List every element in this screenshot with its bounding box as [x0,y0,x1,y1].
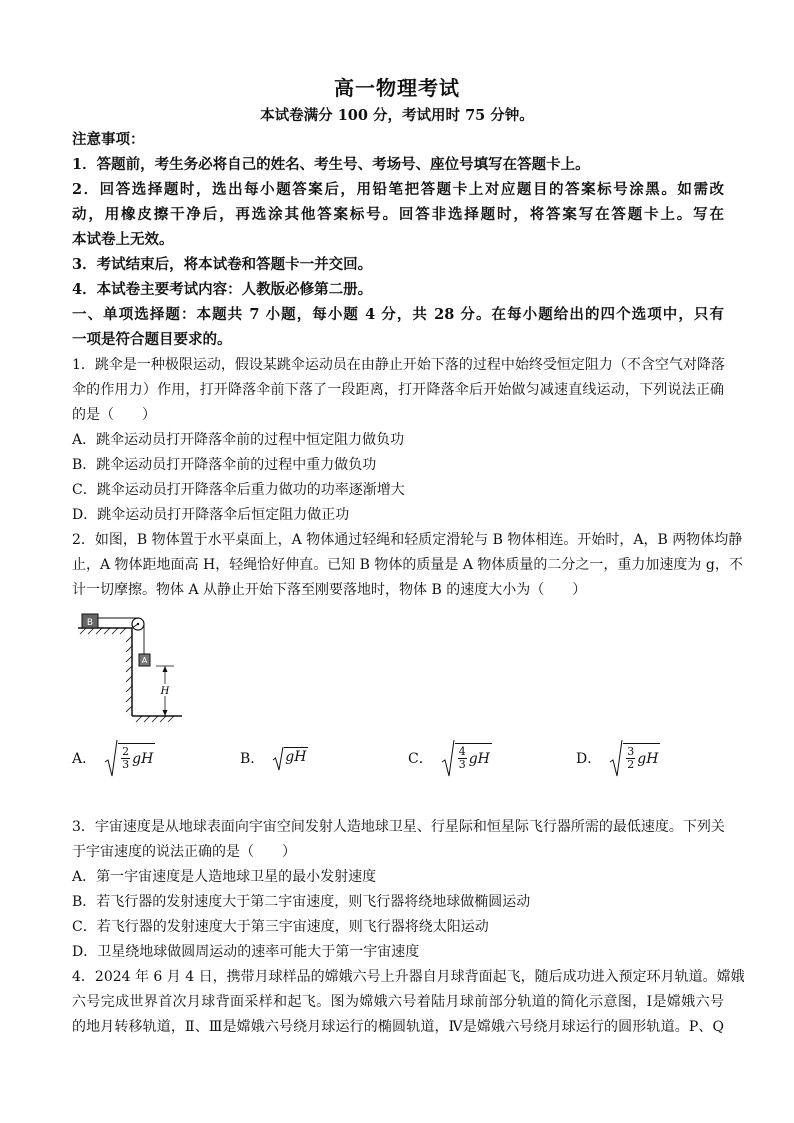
question-3-option-b: B．若飞行器的发射速度大于第二宇宙速度，则飞行器将绕地球做椭圆运动 [72,894,531,910]
question-2-text: 2．如图，B 物体置于水平桌面上，A 物体通过轻绳和轻质定滑轮与 B 物体相连。开始时，A，B 两物体均静 [72,532,743,548]
question-4-text: 的地月转移轨道，Ⅱ、Ⅲ是嫦娥六号绕月球运行的椭圆轨道，Ⅳ是嫦娥六号绕月球运行的圆形轨道。P、Q [72,1019,724,1035]
notice-item: 动，用橡皮擦干净后，再选涂其他答案标号。回答非选择题时，将答案写在答题卡上。写在 [72,206,724,223]
notice-item: 3．考试结束后，将本试卷和答题卡一并交回。 [72,256,373,273]
notice-item: 1．答题前，考生务必将自己的姓名、考生号、考场号、座位号填写在答题卡上。 [72,156,590,173]
question-4-text: 4．2024 年 6 月 4 日，携带月球样品的嫦娥六号上升器自月球背面起飞，随后成功进入预定环月轨道。嫦娥 [72,969,745,985]
question-3-option-c: C．若飞行器的发射速度大于第三宇宙速度，则飞行器将绕太阳运动 [72,919,489,935]
notice-item: 4．本试卷主要考试内容：人教版必修第二册。 [72,281,373,298]
question-2-choice-a: A． $\frac{2}{3}$ gH [72,736,155,780]
page-title: 高一物理考试 [334,76,460,100]
notice-item: 本试卷上无效。 [72,231,174,248]
notice-item: 2．回答选择题时，选出每小题答案后，用铅笔把答题卡上对应题目的答案标号涂黑。如需改 [72,181,724,198]
question-1-option-b: B．跳伞运动员打开降落伞前的过程中重力做负功 [72,457,377,473]
question-3-option-a: A．第一宇宙速度是人造地球卫星的最小发射速度 [72,869,377,885]
question-3-option-d: D．卫星绕地球做圆周运动的速率可能大于第一宇宙速度 [72,944,420,960]
question-4-text: 六号完成世界首次月球背面采样和起飞。图为嫦娥六号着陆月球前部分轨道的简化示意图，Ⅰ是嫦娥六号 [72,994,724,1010]
page-subtitle: 本试卷满分 100 分，考试用时 75 分钟。 [260,107,534,124]
question-1-text: 1．跳伞是一种极限运动，假设某跳伞运动员在由静止开始下落的过程中始终受恒定阻力（不含空气对降落 [72,357,725,373]
section-heading: 一项是符合题目要求的。 [72,331,232,348]
question-2-text: 止，A 物体距地面高 H，轻绳恰好伸直。已知 B 物体的质量是 A 物体质量的二分之一，重力加速度为 g，不 [72,557,743,573]
question-2-choice-d: D． $\frac{3}{2}$ gH [576,736,660,780]
question-3-text: 于宇宙速度的说法正确的是（ ） [72,844,296,860]
question-2-choice-b: B． gH [240,736,308,780]
question-2-choice-c: C． $\frac{4}{3}$ gH [408,736,492,780]
svg-text:A: A [141,656,148,665]
svg-text:H: H [160,686,170,697]
section-heading: 一、单项选择题：本题共 7 小题，每小题 4 分，共 28 分。在每小题给出的四个选项中，只有 [72,306,724,323]
svg-text:B: B [86,618,94,628]
question-1-text: 的是（ ） [72,407,156,423]
question-3-text: 3．宇宙速度是从地球表面向宇宙空间发射人造地球卫星、行星际和恒星际飞行器所需的最低速度。下列关 [72,819,725,835]
question-1-text: 伞的作用力）作用，打开降落伞前下落了一段距离，打开降落伞后开始做匀减速直线运动，下列说法正确 [72,382,724,398]
pulley-diagram [70,608,190,724]
question-1-option-a: A．跳伞运动员打开降落伞前的过程中恒定阻力做负功 [72,432,405,448]
notice-heading: 注意事项： [72,131,145,148]
question-1-option-c: C．跳伞运动员打开降落伞后重力做功的功率逐渐增大 [72,482,405,498]
question-2-text: 计一切摩擦。物体 A 从静止开始下落至刚要落地时，物体 B 的速度大小为（ ） [72,582,587,598]
question-1-option-d: D．跳伞运动员打开降落伞后恒定阻力做正功 [72,507,350,523]
